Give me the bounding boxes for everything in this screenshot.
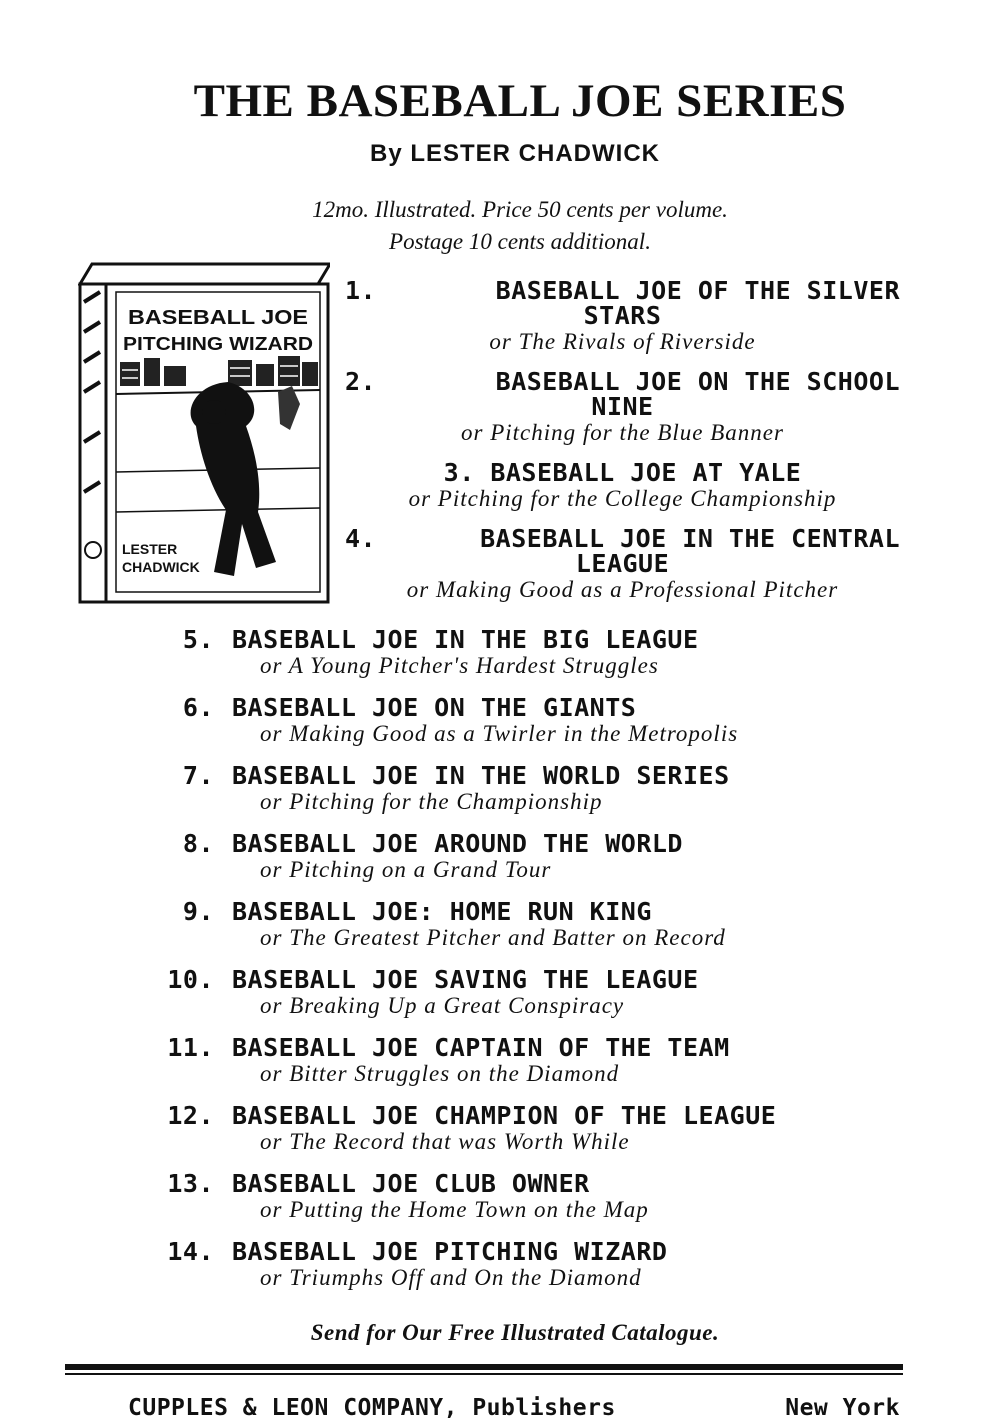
postage-line: Postage 10 cents additional.	[389, 229, 651, 254]
book-number: 10.	[167, 965, 214, 994]
publisher-city: New York	[785, 1395, 900, 1421]
pricing-line: 12mo. Illustrated. Price 50 cents per volume.	[312, 197, 728, 222]
book-subtitle: or Putting the Home Town on the Map	[260, 1197, 649, 1222]
pricing-info	[0, 194, 1000, 258]
book-entry	[160, 1171, 930, 1223]
book-number: 7.	[182, 761, 214, 790]
book-subtitle: or Making Good as a Twirler in the Metropolis	[260, 721, 739, 746]
cover-title-line1: BASEBALL JOE	[128, 307, 308, 329]
book-title: BASEBALL JOE ON THE SCHOOL	[495, 367, 900, 396]
book-number: 14.	[167, 1237, 214, 1266]
book-title: BASEBALL JOE AROUND THE WORLD	[232, 829, 683, 858]
book-entry	[160, 763, 930, 815]
book-number: 13.	[167, 1169, 214, 1198]
book-entry	[345, 278, 900, 355]
book-title: BASEBALL JOE IN THE BIG LEAGUE	[232, 625, 699, 654]
book-title: BASEBALL JOE IN THE CENTRAL	[480, 524, 900, 553]
book-number: 11.	[167, 1033, 214, 1062]
book-entry	[160, 627, 930, 679]
book-subtitle: or Making Good as a Professional Pitcher	[406, 577, 839, 602]
book-number: 9.	[182, 897, 214, 926]
book-entry	[160, 831, 930, 883]
book-subtitle: or Pitching for the Blue Banner	[461, 420, 784, 445]
footer-divider	[65, 1364, 903, 1370]
book-subtitle: or The Record that was Worth While	[260, 1129, 630, 1154]
book-subtitle: or A Young Pitcher's Hardest Struggles	[260, 653, 659, 678]
book-title: BASEBALL JOE CHAMPION OF THE LEAGUE	[232, 1101, 777, 1130]
cover-author-line1: LESTER	[122, 541, 178, 557]
book-entry	[345, 460, 900, 512]
book-subtitle: or Breaking Up a Great Conspiracy	[260, 993, 625, 1018]
page-title: THE BASEBALL JOE SERIES	[193, 75, 847, 127]
cover-title-line2: PITCHING WIZARD	[123, 334, 314, 354]
book-subtitle: or Bitter Struggles on the Diamond	[260, 1061, 620, 1086]
book-entry	[160, 1239, 930, 1291]
publisher-footer	[128, 1395, 900, 1421]
book-title-continued: STARS	[583, 301, 662, 330]
book-subtitle: or The Greatest Pitcher and Batter on Record	[260, 925, 726, 950]
book-title: BASEBALL JOE ON THE GIANTS	[232, 693, 637, 722]
book-subtitle: or The Rivals of Riverside	[489, 329, 756, 354]
book-title: BASEBALL JOE OF THE SILVER	[495, 276, 900, 305]
book-number: 4.	[345, 524, 377, 553]
book-entry	[345, 526, 900, 603]
book-title: BASEBALL JOE CLUB OWNER	[232, 1169, 590, 1198]
book-number: 2.	[345, 367, 377, 396]
book-title: BASEBALL JOE PITCHING WIZARD	[232, 1237, 668, 1266]
book-entry	[160, 695, 930, 747]
catalogue-note: Send for Our Free Illustrated Catalogue.	[310, 1320, 720, 1345]
book-subtitle: or Triumphs Off and On the Diamond	[260, 1265, 642, 1290]
footer-divider-thin	[65, 1373, 903, 1375]
book-cover-illustration	[78, 262, 330, 606]
book-entry	[160, 1103, 930, 1155]
book-number: 5.	[182, 625, 214, 654]
cover-author-line2: CHADWICK	[122, 559, 200, 575]
book-title: BASEBALL JOE: HOME RUN KING	[232, 897, 652, 926]
book-number: 12.	[167, 1101, 214, 1130]
book-entry	[160, 899, 930, 951]
book-number: 6.	[182, 693, 214, 722]
book-title: BASEBALL JOE AT YALE	[490, 458, 802, 487]
book-subtitle: or Pitching for the College Championship	[408, 486, 837, 511]
book-number: 1.	[345, 276, 377, 305]
author-byline: By LESTER CHADWICK	[369, 140, 660, 167]
book-title: BASEBALL JOE SAVING THE LEAGUE	[232, 965, 699, 994]
book-title: BASEBALL JOE IN THE WORLD SERIES	[232, 761, 730, 790]
book-list	[160, 627, 930, 1307]
book-number: 3.	[443, 458, 475, 487]
book-subtitle: or Pitching on a Grand Tour	[260, 857, 552, 882]
book-entry	[160, 967, 930, 1019]
publisher-name: CUPPLES & LEON COMPANY, Publishers	[128, 1395, 616, 1421]
book-title-continued: LEAGUE	[575, 549, 670, 578]
book-title: BASEBALL JOE CAPTAIN OF THE TEAM	[232, 1033, 730, 1062]
book-title-continued: NINE	[591, 392, 654, 421]
book-subtitle: or Pitching for the Championship	[260, 789, 603, 814]
book-entry	[345, 369, 900, 446]
featured-book-list	[345, 278, 900, 617]
book-entry	[160, 1035, 930, 1087]
book-number: 8.	[182, 829, 214, 858]
